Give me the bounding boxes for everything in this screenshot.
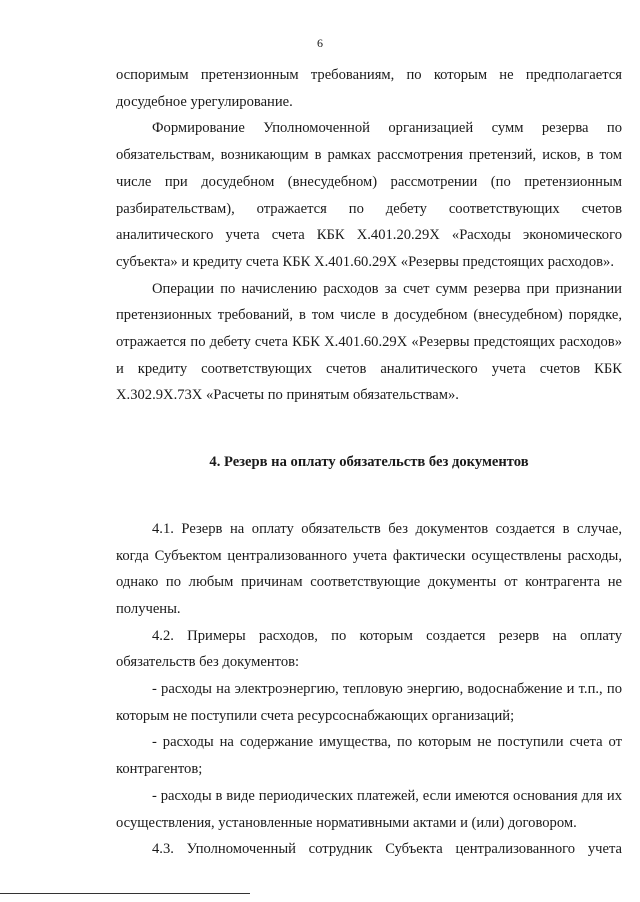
page-number: 6 — [317, 36, 323, 50]
document-body — [116, 62, 622, 863]
paragraphs-after-heading — [116, 516, 622, 863]
section-heading: 4. Резерв на оплату обязательств без документов — [209, 454, 529, 471]
paragraph: Операции по начислению расходов за счет сумм резерва при признании претензионных требований, в том числе в досудебном (внесудебном) порядке, отражается по дебету счета КБК X.401.60.29X «Резервы предстоящих расходов» и кредиту соответствующих счетов аналитического учета счетов КБК X.302.9X.73X «Расчеты по принятым обязательствам». — [116, 280, 622, 404]
paragraph: - расходы в виде периодических платежей, если имеются основания для их осуществления, установленные нормативными актами и (или) договором. — [116, 787, 622, 831]
paragraph: Формирование Уполномоченной организацией сумм резерва по обязательствам, возникающим в рамках рассмотрения претензий, исков, в том числе при досудебном (внесудебном) рассмотрении (по претензионным разбирательствам), отражается по дебету соответствующих счетов аналитического учета счета КБК X.401.20.29X «Расходы экономического субъекта» и кредиту счета КБК X.401.60.29X «Резервы предстоящих расходов». — [116, 120, 622, 270]
paragraph: оспоримым претензионным требованиям, по которым не предполагается досудебное урегулирование. — [116, 67, 622, 110]
paragraphs-before-heading — [116, 62, 622, 409]
paragraph: 4.3. Уполномоченный сотрудник Субъекта централизованного учета — [152, 841, 622, 858]
paragraph: - расходы на содержание имущества, по которым не поступили счета от контрагентов; — [116, 734, 622, 778]
paragraph: 4.1. Резерв на оплату обязательств без документов создается в случае, когда Субъектом централизованного учета фактически осуществлены расходы, однако по любым причинам соответствующие документы от контрагента не получены. — [116, 520, 622, 617]
footer-rule — [0, 893, 250, 894]
paragraph: - расходы на электроэнергию, тепловую энергию, водоснабжение и т.п., по которым не поступили счета ресурсоснабжающих организаций; — [116, 681, 622, 724]
paragraph: 4.2. Примеры расходов, по которым создается резерв на оплату обязательств без документов: — [116, 627, 622, 671]
